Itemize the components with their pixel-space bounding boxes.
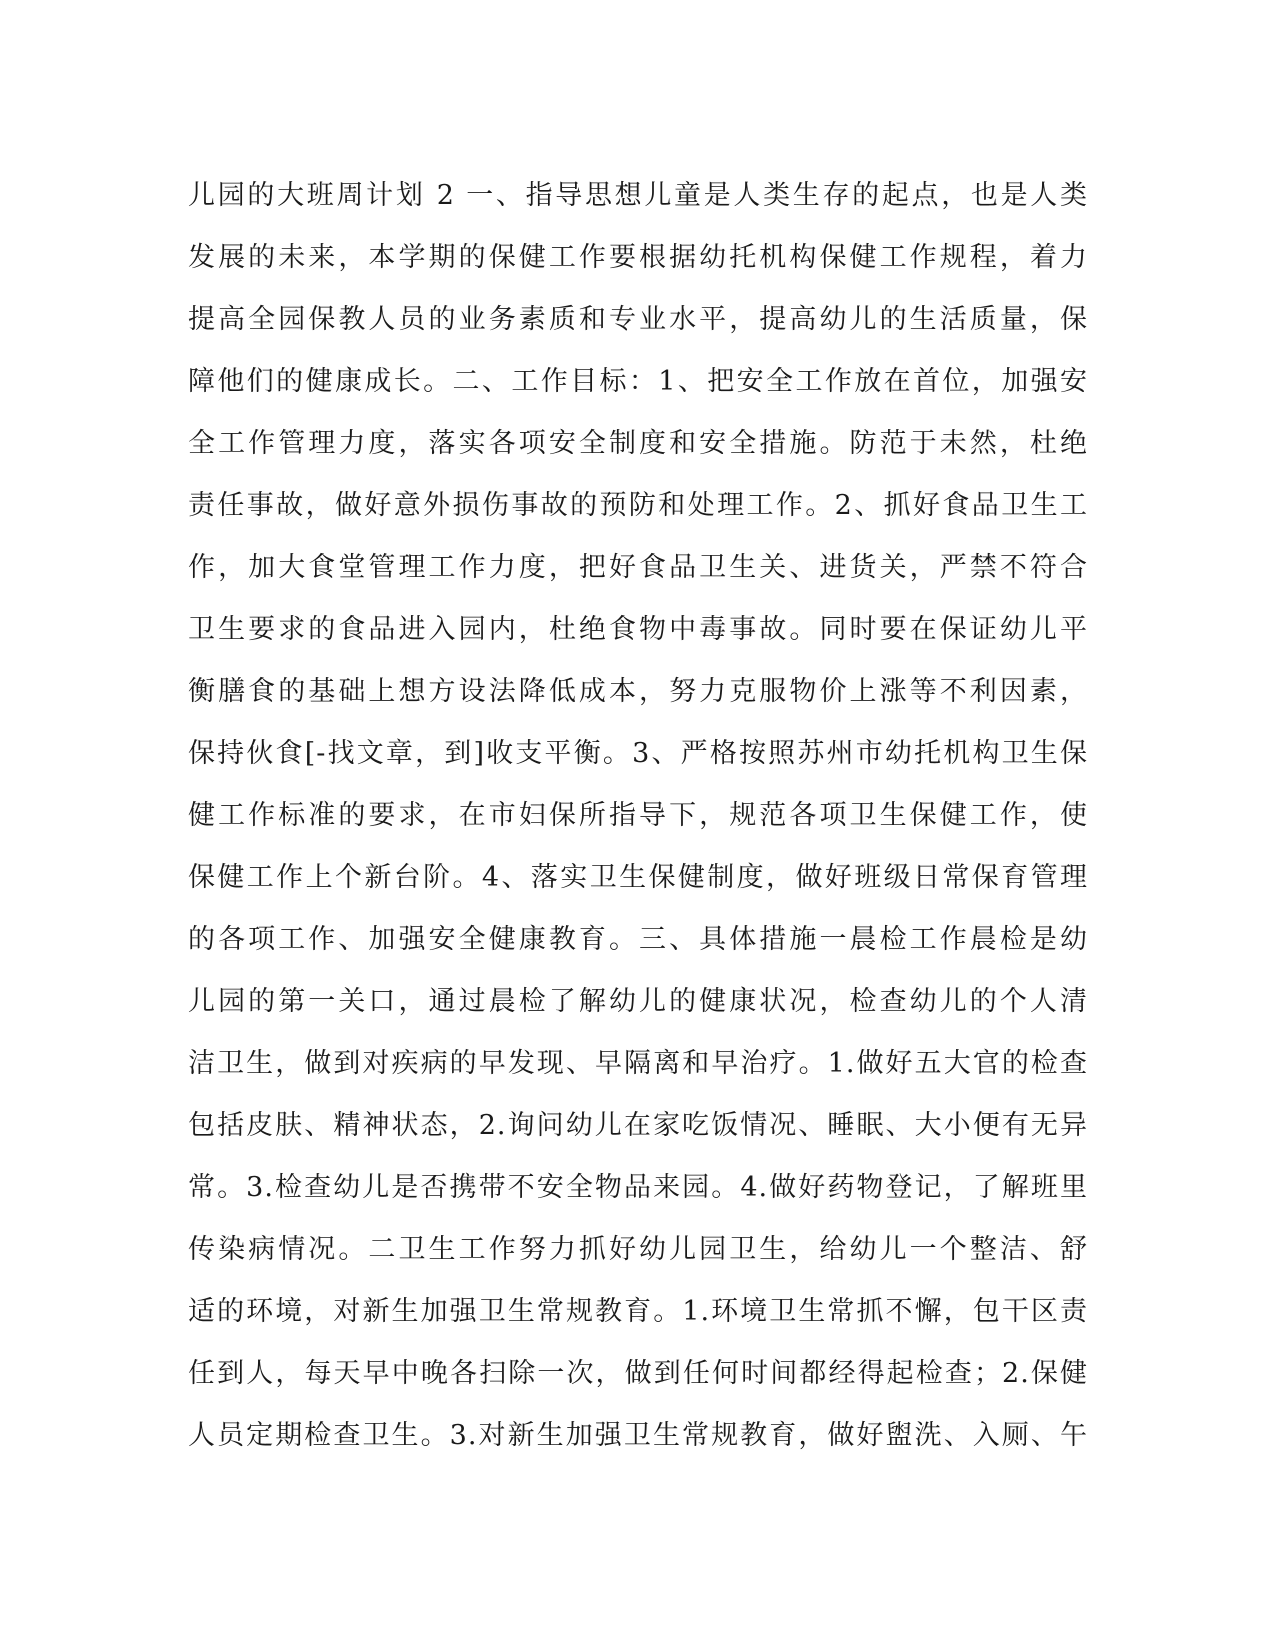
text-line: 健工作标准的要求，在市妇保所指导下，规范各项卫生保健工作，使 [188, 800, 1088, 831]
text-line: 常。3.检查幼儿是否携带不安全物品来园。4.做好药物登记，了解班里 [188, 1172, 1088, 1203]
text-line: 作，加大食堂管理工作力度，把好食品卫生关、进货关，严禁不符合 [188, 552, 1088, 583]
text-line: 儿园的第一关口，通过晨检了解幼儿的健康状况，检查幼儿的个人清 [188, 986, 1088, 1017]
text-line: 儿园的大班周计划 2 一、指导思想儿童是人类生存的起点，也是人类 [188, 180, 1088, 211]
text-line: 的各项工作、加强安全健康教育。三、具体措施一晨检工作晨检是幼 [188, 924, 1088, 955]
text-line: 发展的未来，本学期的保健工作要根据幼托机构保健工作规程，着力 [188, 242, 1088, 273]
text-line: 传染病情况。二卫生工作努力抓好幼儿园卫生，给幼儿一个整洁、舒 [188, 1234, 1088, 1265]
text-line: 卫生要求的食品进入园内，杜绝食物中毒事故。同时要在保证幼儿平 [188, 614, 1088, 645]
text-line: 适的环境，对新生加强卫生常规教育。1.环境卫生常抓不懈，包干区责 [188, 1296, 1088, 1327]
text-line: 洁卫生，做到对疾病的早发现、早隔离和早治疗。1.做好五大官的检查 [188, 1048, 1088, 1079]
text-line: 包括皮肤、精神状态，2.询问幼儿在家吃饭情况、睡眠、大小便有无异 [188, 1110, 1088, 1141]
text-line: 全工作管理力度，落实各项安全制度和安全措施。防范于未然，杜绝 [188, 428, 1088, 459]
text-line: 保健工作上个新台阶。4、落实卫生保健制度，做好班级日常保育管理 [188, 862, 1088, 893]
text-line: 责任事故，做好意外损伤事故的预防和处理工作。2、抓好食品卫生工 [188, 490, 1088, 521]
text-line: 衡膳食的基础上想方设法降低成本，努力克服物价上涨等不利因素， [188, 676, 1088, 707]
body-text [188, 165, 1088, 1467]
text-line: 提高全园保教人员的业务素质和专业水平，提高幼儿的生活质量，保 [188, 304, 1088, 335]
text-line: 任到人，每天早中晚各扫除一次，做到任何时间都经得起检查；2.保健 [188, 1358, 1088, 1389]
text-line: 人员定期检查卫生。3.对新生加强卫生常规教育，做好盥洗、入厕、午 [188, 1420, 1088, 1451]
text-line: 障他们的健康成长。二、工作目标：1、把安全工作放在首位，加强安 [188, 366, 1088, 397]
text-line: 保持伙食[-找文章，到]收支平衡。3、严格按照苏州市幼托机构卫生保 [188, 738, 1088, 769]
